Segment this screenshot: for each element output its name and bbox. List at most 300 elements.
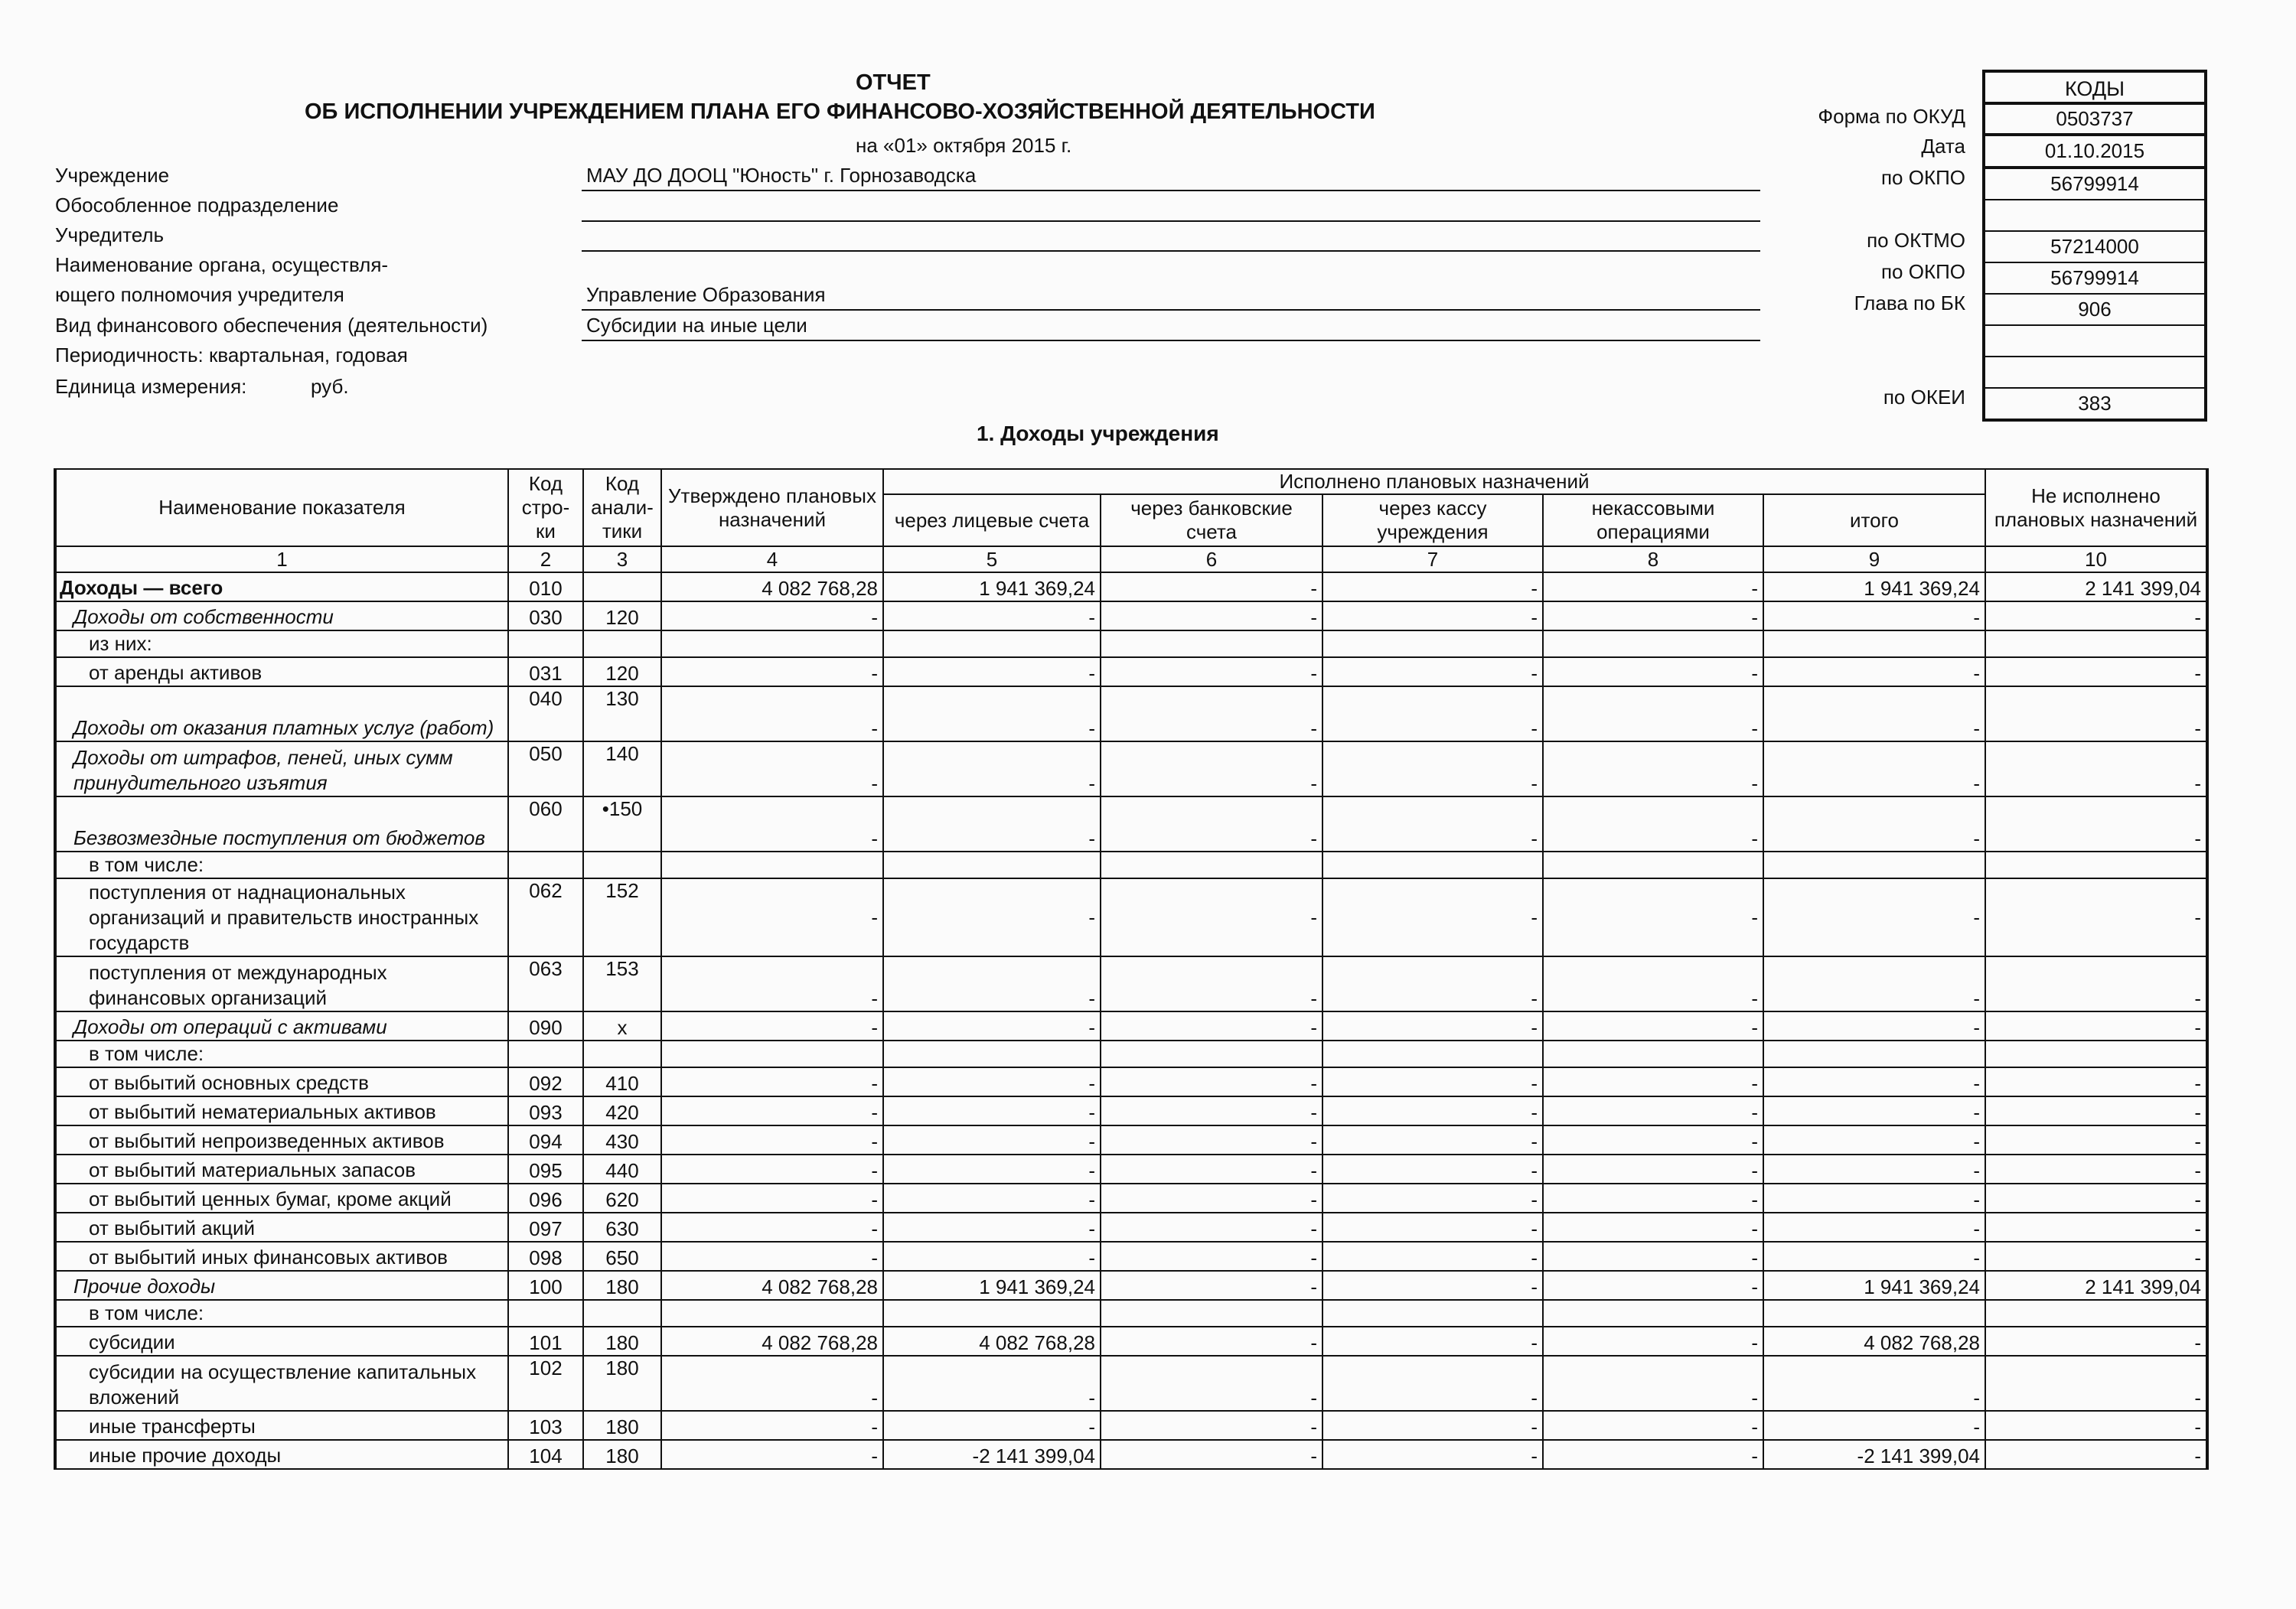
row-value: - bbox=[1543, 1411, 1763, 1440]
row-value: - bbox=[1985, 878, 2207, 956]
row-value: 1 941 369,24 bbox=[883, 1271, 1101, 1300]
col-number: 9 bbox=[1763, 546, 1985, 572]
row-analytic-code: 420 bbox=[583, 1096, 661, 1125]
row-analytic-code bbox=[583, 1300, 661, 1327]
table-row bbox=[55, 1125, 2207, 1155]
col-number: 10 bbox=[1985, 546, 2207, 572]
row-analytic-code bbox=[583, 630, 661, 657]
row-value: - bbox=[1101, 1155, 1322, 1184]
table-row bbox=[55, 1327, 2207, 1356]
row-value: - bbox=[1543, 741, 1763, 796]
col-number: 6 bbox=[1101, 546, 1322, 572]
row-value: - bbox=[1322, 1096, 1543, 1125]
row-value: 4 082 768,28 bbox=[661, 1271, 883, 1300]
row-value: - bbox=[661, 601, 883, 630]
row-value: - bbox=[1101, 956, 1322, 1011]
row-code: 090 bbox=[508, 1011, 583, 1041]
row-value: - bbox=[1985, 1125, 2207, 1155]
row-value: - bbox=[1322, 601, 1543, 630]
row-value: - bbox=[1322, 796, 1543, 852]
col-header-name: Наименование показателя bbox=[55, 469, 508, 546]
row-value: 1 941 369,24 bbox=[1763, 1271, 1985, 1300]
row-code: 063 bbox=[508, 956, 583, 1011]
row-value: - bbox=[1101, 1067, 1322, 1096]
row-value: - bbox=[1543, 1242, 1763, 1271]
row-code: 092 bbox=[508, 1067, 583, 1096]
row-name: Доходы от оказания платных услуг (работ) bbox=[55, 686, 508, 741]
row-value: - bbox=[661, 1155, 883, 1184]
row-value: - bbox=[661, 796, 883, 852]
row-value: - bbox=[1543, 1213, 1763, 1242]
column-numbers-row bbox=[55, 546, 2207, 572]
col-number: 2 bbox=[508, 546, 583, 572]
row-code: 098 bbox=[508, 1242, 583, 1271]
row-code: 093 bbox=[508, 1096, 583, 1125]
row-value: - bbox=[883, 1411, 1101, 1440]
row-value: - bbox=[1101, 1411, 1322, 1440]
authority-label-1: Наименование органа, осуществля- bbox=[55, 253, 389, 276]
row-name: от выбытий непроизведенных активов bbox=[55, 1125, 508, 1155]
codes-header: КОДЫ bbox=[1982, 70, 2207, 105]
row-value: - bbox=[661, 1067, 883, 1096]
row-value: - bbox=[1763, 1155, 1985, 1184]
row-analytic-code: 153 bbox=[583, 956, 661, 1011]
row-value: - bbox=[883, 1067, 1101, 1096]
funding-underline bbox=[582, 340, 1760, 341]
row-value bbox=[883, 630, 1101, 657]
row-value: - bbox=[1101, 601, 1322, 630]
row-name: иные трансферты bbox=[55, 1411, 508, 1440]
report-date: на «01» октября 2015 г. bbox=[856, 134, 1072, 157]
table-row bbox=[55, 1411, 2207, 1440]
row-value: - bbox=[661, 686, 883, 741]
row-value: - bbox=[1322, 1411, 1543, 1440]
row-value: - bbox=[1543, 1067, 1763, 1096]
row-value: - bbox=[1322, 1011, 1543, 1041]
row-analytic-code: 180 bbox=[583, 1327, 661, 1356]
row-value: - bbox=[661, 1096, 883, 1125]
row-value: - bbox=[883, 741, 1101, 796]
row-value: - bbox=[1543, 1356, 1763, 1411]
row-value: - bbox=[883, 1011, 1101, 1041]
division-label: Обособленное подразделение bbox=[55, 194, 339, 217]
table-row bbox=[55, 878, 2207, 956]
income-table bbox=[54, 468, 2209, 1470]
col-number: 8 bbox=[1543, 546, 1763, 572]
row-value: - bbox=[1101, 1213, 1322, 1242]
row-value: 1 941 369,24 bbox=[883, 572, 1101, 601]
row-analytic-code: 630 bbox=[583, 1213, 661, 1242]
row-value: - bbox=[1543, 878, 1763, 956]
row-value: - bbox=[1101, 796, 1322, 852]
row-analytic-code: 140 bbox=[583, 741, 661, 796]
institution-label: Учреждение bbox=[55, 164, 170, 187]
code-value: 57214000 bbox=[1985, 230, 2204, 262]
row-value: - bbox=[1763, 796, 1985, 852]
row-value bbox=[1985, 852, 2207, 878]
institution-underline bbox=[582, 190, 1760, 191]
code-value bbox=[1985, 199, 2204, 230]
col-number: 4 bbox=[661, 546, 883, 572]
row-value bbox=[1101, 852, 1322, 878]
row-name: Доходы от операций с активами bbox=[55, 1011, 508, 1041]
row-value bbox=[1322, 1300, 1543, 1327]
row-analytic-code: 152 bbox=[583, 878, 661, 956]
row-value: - bbox=[1101, 657, 1322, 686]
row-value: - bbox=[1322, 1356, 1543, 1411]
row-value: - bbox=[1322, 1155, 1543, 1184]
row-value bbox=[1543, 1041, 1763, 1067]
row-code bbox=[508, 630, 583, 657]
row-value: - bbox=[661, 1411, 883, 1440]
row-value: 4 082 768,28 bbox=[661, 572, 883, 601]
row-value: 4 082 768,28 bbox=[883, 1327, 1101, 1356]
row-value bbox=[1543, 630, 1763, 657]
row-name: из них: bbox=[55, 630, 508, 657]
row-value: - bbox=[1322, 1242, 1543, 1271]
row-value bbox=[661, 852, 883, 878]
table-row bbox=[55, 1155, 2207, 1184]
row-analytic-code: 180 bbox=[583, 1271, 661, 1300]
section-title: 1. Доходы учреждения bbox=[977, 422, 1219, 445]
row-value bbox=[661, 630, 883, 657]
row-code: 010 bbox=[508, 572, 583, 601]
row-value: - bbox=[1763, 686, 1985, 741]
row-value: - bbox=[661, 878, 883, 956]
row-value: - bbox=[1543, 1271, 1763, 1300]
row-value: - bbox=[1985, 1155, 2207, 1184]
col-header-total: итого bbox=[1763, 494, 1985, 546]
row-name: в том числе: bbox=[55, 1041, 508, 1067]
row-value: - bbox=[1322, 1213, 1543, 1242]
row-value bbox=[1322, 852, 1543, 878]
period-label: Периодичность: квартальная, годовая bbox=[55, 344, 408, 366]
row-value: - bbox=[1985, 956, 2207, 1011]
col-header-analytic-code: Код анали- тики bbox=[583, 469, 661, 546]
row-value: - bbox=[1763, 1011, 1985, 1041]
row-analytic-code: 130 bbox=[583, 686, 661, 741]
row-value: - bbox=[1763, 1213, 1985, 1242]
row-name: Доходы от штрафов, пеней, иных сумм принудительного изъятия bbox=[55, 741, 508, 796]
row-value: - bbox=[1322, 1271, 1543, 1300]
row-value: - bbox=[1322, 572, 1543, 601]
row-analytic-code: 180 bbox=[583, 1440, 661, 1469]
col-header-cash-desk: через кассу учреждения bbox=[1322, 494, 1543, 546]
row-code: 040 bbox=[508, 686, 583, 741]
row-value bbox=[1543, 852, 1763, 878]
row-value: - bbox=[1985, 796, 2207, 852]
row-value: - bbox=[1101, 878, 1322, 956]
row-value bbox=[1322, 1041, 1543, 1067]
row-value: - bbox=[1985, 1440, 2207, 1469]
row-value: 4 082 768,28 bbox=[1763, 1327, 1985, 1356]
row-value: - bbox=[1543, 1440, 1763, 1469]
row-analytic-code: 120 bbox=[583, 657, 661, 686]
row-value: - bbox=[1543, 572, 1763, 601]
row-value: - bbox=[1763, 1356, 1985, 1411]
table-row bbox=[55, 1041, 2207, 1067]
row-analytic-code: 650 bbox=[583, 1242, 661, 1271]
row-value bbox=[1101, 630, 1322, 657]
code-value: 0503737 bbox=[2056, 107, 2134, 130]
row-value: - bbox=[1985, 1327, 2207, 1356]
row-code: 094 bbox=[508, 1125, 583, 1155]
row-value: - bbox=[883, 601, 1101, 630]
col-header-approved: Утверждено плановых назначений bbox=[661, 469, 883, 546]
row-analytic-code bbox=[583, 852, 661, 878]
row-value: - bbox=[1543, 796, 1763, 852]
table-row bbox=[55, 956, 2207, 1011]
table-row bbox=[55, 1184, 2207, 1213]
row-value: - bbox=[1985, 601, 2207, 630]
row-value bbox=[1985, 1041, 2207, 1067]
row-value: - bbox=[883, 1356, 1101, 1411]
row-value: - bbox=[1985, 1184, 2207, 1213]
division-underline bbox=[582, 220, 1760, 222]
table-row bbox=[55, 686, 2207, 741]
code-label: по ОКПО bbox=[1880, 166, 1965, 189]
row-value: - bbox=[1322, 1327, 1543, 1356]
row-value: - bbox=[883, 1184, 1101, 1213]
row-name: Прочие доходы bbox=[55, 1271, 508, 1300]
row-analytic-code: 620 bbox=[583, 1184, 661, 1213]
row-value: - bbox=[661, 1125, 883, 1155]
row-analytic-code: •150 bbox=[583, 796, 661, 852]
row-value: - bbox=[883, 956, 1101, 1011]
row-analytic-code: x bbox=[583, 1011, 661, 1041]
authority-underline bbox=[582, 309, 1760, 311]
row-value: - bbox=[1763, 1096, 1985, 1125]
row-value: - bbox=[883, 1096, 1101, 1125]
table-row bbox=[55, 1213, 2207, 1242]
row-code: 104 bbox=[508, 1440, 583, 1469]
row-value: - bbox=[1985, 1213, 2207, 1242]
row-value: - bbox=[1543, 686, 1763, 741]
row-value: - bbox=[1101, 572, 1322, 601]
row-code: 100 bbox=[508, 1271, 583, 1300]
row-value: - bbox=[661, 657, 883, 686]
funding-value: Субсидии на иные цели bbox=[586, 314, 807, 337]
code-value: 383 bbox=[1985, 387, 2204, 419]
row-value: - bbox=[1322, 741, 1543, 796]
row-value: - bbox=[1322, 878, 1543, 956]
row-value: - bbox=[1985, 1067, 2207, 1096]
report-subtitle: ОБ ИСПОЛНЕНИИ УЧРЕЖДЕНИЕМ ПЛАНА ЕГО ФИНАНСОВО-ХОЗЯЙСТВЕННОЙ ДЕЯТЕЛЬНОСТИ bbox=[305, 99, 1375, 124]
code-value bbox=[1985, 356, 2204, 387]
report-title: ОТЧЕТ bbox=[856, 70, 931, 95]
row-value: - bbox=[1322, 657, 1543, 686]
row-value: - bbox=[1985, 1096, 2207, 1125]
row-name: от выбытий иных финансовых активов bbox=[55, 1242, 508, 1271]
col-header-not-executed: Не исполнено плановых назначений bbox=[1985, 469, 2207, 546]
row-value: - bbox=[1101, 1011, 1322, 1041]
row-value: -2 141 399,04 bbox=[883, 1440, 1101, 1469]
row-value bbox=[1322, 630, 1543, 657]
row-name: поступления от наднациональных организаций и правительств иностранных государств bbox=[55, 878, 508, 956]
code-label: Форма по ОКУД bbox=[1818, 105, 1965, 128]
row-value: - bbox=[1101, 741, 1322, 796]
row-value: - bbox=[661, 741, 883, 796]
row-value: - bbox=[883, 1242, 1101, 1271]
row-value bbox=[1763, 1041, 1985, 1067]
table-row bbox=[55, 1096, 2207, 1125]
row-value bbox=[661, 1300, 883, 1327]
row-code: 031 bbox=[508, 657, 583, 686]
table-row bbox=[55, 657, 2207, 686]
row-code: 050 bbox=[508, 741, 583, 796]
col-header-non-cash: некассовыми операциями bbox=[1543, 494, 1763, 546]
row-analytic-code: 120 bbox=[583, 601, 661, 630]
row-value bbox=[1763, 1300, 1985, 1327]
row-value bbox=[883, 1041, 1101, 1067]
col-header-line-code: Код стро- ки bbox=[508, 469, 583, 546]
table-row bbox=[55, 796, 2207, 852]
row-value: - bbox=[1763, 956, 1985, 1011]
row-value bbox=[1763, 630, 1985, 657]
row-value: - bbox=[883, 1155, 1101, 1184]
row-name: иные прочие доходы bbox=[55, 1440, 508, 1469]
row-name: от выбытий нематериальных активов bbox=[55, 1096, 508, 1125]
row-name: от выбытий основных средств bbox=[55, 1067, 508, 1096]
row-value: - bbox=[1543, 601, 1763, 630]
row-value: - bbox=[1763, 741, 1985, 796]
row-value bbox=[883, 852, 1101, 878]
col-header-executed-group: Исполнено плановых назначений bbox=[883, 469, 1985, 494]
code-label: Дата bbox=[1921, 135, 1965, 158]
row-name: в том числе: bbox=[55, 852, 508, 878]
row-code: 103 bbox=[508, 1411, 583, 1440]
founder-label: Учредитель bbox=[55, 223, 165, 246]
row-code: 095 bbox=[508, 1155, 583, 1184]
table-row bbox=[55, 601, 2207, 630]
row-value: - bbox=[883, 796, 1101, 852]
row-value bbox=[661, 1041, 883, 1067]
row-code bbox=[508, 852, 583, 878]
founder-underline bbox=[582, 250, 1760, 252]
table-row bbox=[55, 741, 2207, 796]
code-label: по ОКПО bbox=[1880, 260, 1965, 283]
row-value: - bbox=[883, 878, 1101, 956]
table-row bbox=[55, 1300, 2207, 1327]
row-value: - bbox=[883, 657, 1101, 686]
code-label: по ОКЕИ bbox=[1883, 386, 1965, 409]
row-analytic-code: 430 bbox=[583, 1125, 661, 1155]
table-row bbox=[55, 630, 2207, 657]
row-value: - bbox=[1101, 1184, 1322, 1213]
row-value: 2 141 399,04 bbox=[1985, 1271, 2207, 1300]
row-value: - bbox=[661, 1242, 883, 1271]
code-value: 01.10.2015 bbox=[1985, 133, 2204, 168]
row-code: 097 bbox=[508, 1213, 583, 1242]
row-value: - bbox=[1101, 1327, 1322, 1356]
row-value: - bbox=[1763, 657, 1985, 686]
row-value: - bbox=[1543, 956, 1763, 1011]
code-label: по ОКТМО bbox=[1867, 229, 1965, 252]
row-value: - bbox=[661, 1184, 883, 1213]
row-analytic-code: 180 bbox=[583, 1356, 661, 1411]
row-code: 102 bbox=[508, 1356, 583, 1411]
col-header-bank-accounts: через банковские счета bbox=[1101, 494, 1322, 546]
col-number: 3 bbox=[583, 546, 661, 572]
row-value: - bbox=[883, 1213, 1101, 1242]
table-row bbox=[55, 1356, 2207, 1411]
row-value: - bbox=[1101, 1096, 1322, 1125]
row-name: в том числе: bbox=[55, 1300, 508, 1327]
table-row bbox=[55, 1440, 2207, 1469]
row-analytic-code: 440 bbox=[583, 1155, 661, 1184]
row-code: 060 bbox=[508, 796, 583, 852]
row-value: - bbox=[1985, 1356, 2207, 1411]
row-value bbox=[1543, 1300, 1763, 1327]
row-value: - bbox=[661, 956, 883, 1011]
row-value: - bbox=[1985, 686, 2207, 741]
row-name: Безвозмездные поступления от бюджетов bbox=[55, 796, 508, 852]
row-value: - bbox=[1322, 1184, 1543, 1213]
code-label: Глава по БК bbox=[1854, 292, 1965, 314]
row-value: - bbox=[1322, 1067, 1543, 1096]
table-row bbox=[55, 852, 2207, 878]
row-value: - bbox=[1101, 1125, 1322, 1155]
row-value: - bbox=[1985, 657, 2207, 686]
row-value: - bbox=[1985, 1011, 2207, 1041]
row-value: - bbox=[1763, 1125, 1985, 1155]
row-name: субсидии на осуществление капитальных вложений bbox=[55, 1356, 508, 1411]
row-analytic-code: 410 bbox=[583, 1067, 661, 1096]
row-code: 101 bbox=[508, 1327, 583, 1356]
row-value: - bbox=[661, 1356, 883, 1411]
row-value: - bbox=[1543, 657, 1763, 686]
table-row bbox=[55, 1242, 2207, 1271]
row-value: - bbox=[661, 1011, 883, 1041]
row-name: от выбытий материальных запасов bbox=[55, 1155, 508, 1184]
row-code bbox=[508, 1300, 583, 1327]
row-value: - bbox=[1985, 741, 2207, 796]
row-value: 4 082 768,28 bbox=[661, 1327, 883, 1356]
table-row bbox=[55, 1011, 2207, 1041]
row-value: - bbox=[1763, 601, 1985, 630]
code-value: 56799914 bbox=[1985, 262, 2204, 293]
row-value: - bbox=[1322, 956, 1543, 1011]
code-value: 56799914 bbox=[1985, 168, 2204, 199]
row-value: - bbox=[1985, 1411, 2207, 1440]
row-value bbox=[1101, 1041, 1322, 1067]
row-value: - bbox=[1543, 1327, 1763, 1356]
col-header-personal-accounts: через лицевые счета bbox=[883, 494, 1101, 546]
row-value: - bbox=[1543, 1184, 1763, 1213]
code-value bbox=[1985, 324, 2204, 356]
row-value: - bbox=[661, 1213, 883, 1242]
table-row bbox=[55, 1067, 2207, 1096]
row-value: 2 141 399,04 bbox=[1985, 572, 2207, 601]
row-value: - bbox=[1101, 1356, 1322, 1411]
unit-value: руб. bbox=[311, 375, 349, 398]
funding-label: Вид финансового обеспечения (деятельности) bbox=[55, 314, 488, 337]
row-value bbox=[883, 1300, 1101, 1327]
row-value: - bbox=[1763, 1411, 1985, 1440]
row-analytic-code: 180 bbox=[583, 1411, 661, 1440]
row-value: - bbox=[1543, 1155, 1763, 1184]
col-number: 5 bbox=[883, 546, 1101, 572]
unit-label: Единица измерения: bbox=[55, 375, 247, 398]
col-number: 1 bbox=[55, 546, 508, 572]
col-number: 7 bbox=[1322, 546, 1543, 572]
row-value: - bbox=[1763, 1184, 1985, 1213]
row-value: - bbox=[1101, 686, 1322, 741]
row-value bbox=[1101, 1300, 1322, 1327]
row-value: - bbox=[661, 1440, 883, 1469]
row-name: Доходы — всего bbox=[55, 572, 508, 601]
row-code bbox=[508, 1041, 583, 1067]
